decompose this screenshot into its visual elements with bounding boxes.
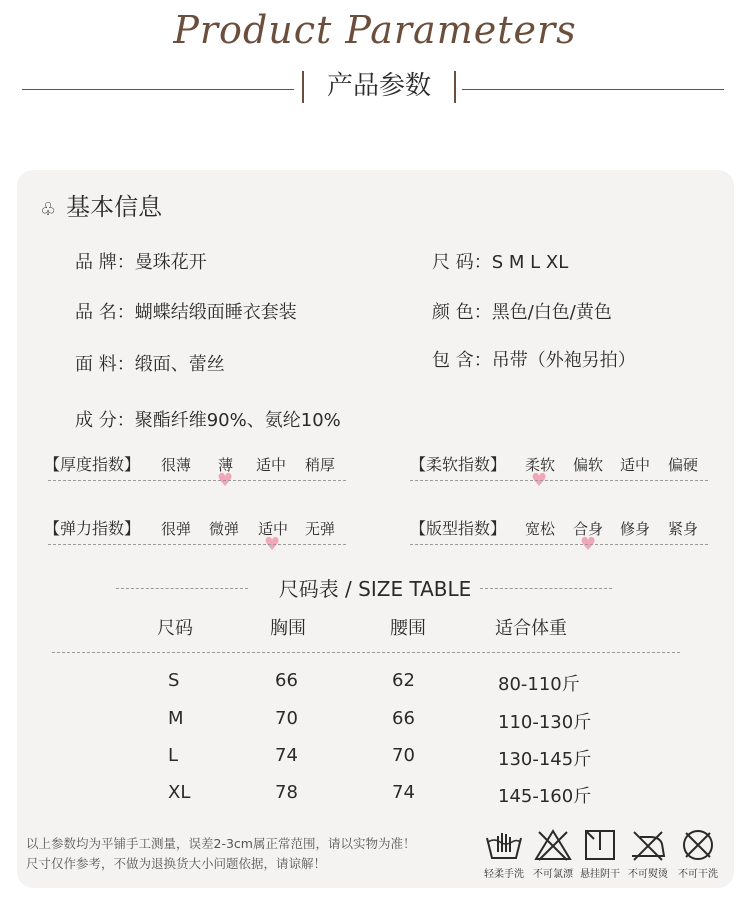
field-brand <box>75 248 207 274</box>
field-color <box>432 298 612 324</box>
index-softness-option: 偏硬 <box>668 456 699 474</box>
index-fit-option: 合身 <box>573 520 604 538</box>
table-cell: 80-110斤 <box>498 674 580 695</box>
index-fit-option: 修身 <box>620 520 651 538</box>
field-size-value: S M L XL <box>491 252 569 273</box>
hang-dry-shade-icon <box>580 828 620 862</box>
table-cell: 66 <box>392 708 415 729</box>
index-fit-label: 【版型指数】 <box>410 519 507 538</box>
field-name-label: 品 名： <box>75 302 135 323</box>
heart-marker-icon: ♥ <box>580 534 597 555</box>
script-title: Product Parameters <box>173 8 577 52</box>
field-brand-value: 曼珠花开 <box>134 252 207 273</box>
index-elasticity-option: 适中 <box>258 520 289 538</box>
table-cell: M <box>168 708 184 729</box>
field-fabric-value: 缎面、蕾丝 <box>134 354 225 375</box>
field-include-value: 吊带（外袍另拍） <box>491 350 636 371</box>
size-table-title: 尺码表 / SIZE TABLE <box>278 577 472 601</box>
field-fabric-label: 面 料： <box>75 354 135 375</box>
heart-marker-icon: ♥ <box>531 470 548 491</box>
field-color-label: 颜 色： <box>432 302 492 323</box>
index-thickness-divider <box>48 480 346 481</box>
table-cell: 74 <box>275 745 298 766</box>
header-rule-right <box>462 89 724 90</box>
basic-info-heading <box>40 187 162 222</box>
clover-icon: ♧ <box>40 199 57 220</box>
field-composition <box>75 406 341 432</box>
size-table-header: 尺码 <box>157 618 193 639</box>
field-brand-label: 品 牌： <box>75 252 135 273</box>
index-fit-option: 宽松 <box>525 520 556 538</box>
size-table-header: 适合体重 <box>495 618 567 639</box>
index-elasticity-option: 很弹 <box>161 520 192 538</box>
care-label: 不可熨烫 <box>628 869 668 880</box>
field-composition-label: 成 分： <box>75 410 135 431</box>
index-softness-option: 柔软 <box>525 456 556 474</box>
index-softness-option: 偏软 <box>573 456 604 474</box>
table-cell: L <box>168 745 179 766</box>
measurement-note: 以上参数均为平铺手工测量，误差2-3cm属正常范围，请以实物为准！ <box>26 836 416 851</box>
index-elasticity-divider <box>48 544 346 545</box>
page-title: 产品参数 <box>300 68 458 104</box>
no-iron-icon <box>628 828 668 862</box>
index-elasticity-label: 【弹力指数】 <box>44 519 141 538</box>
size-table-header: 腰围 <box>390 618 426 639</box>
table-cell: 70 <box>275 708 298 729</box>
care-label: 轻柔手洗 <box>484 869 524 880</box>
table-cell: S <box>168 670 180 691</box>
field-color-value: 黑色/白色/黄色 <box>491 302 612 323</box>
care-label: 悬挂阴干 <box>580 869 620 880</box>
no-bleach-icon <box>533 828 573 862</box>
table-cell: 70 <box>392 745 415 766</box>
index-thickness-option: 很薄 <box>161 456 192 474</box>
basic-info-heading-text: 基本信息 <box>66 193 163 221</box>
field-include-label: 包 含： <box>432 350 492 371</box>
table-cell: XL <box>168 782 191 803</box>
table-cell: 66 <box>275 670 298 691</box>
no-dry-clean-icon <box>678 828 718 862</box>
hand-wash-icon <box>484 828 524 862</box>
care-label: 不可干洗 <box>678 869 718 880</box>
field-name <box>75 298 297 324</box>
table-cell: 78 <box>275 782 298 803</box>
index-thickness-option: 薄 <box>218 456 234 474</box>
heart-marker-icon: ♥ <box>217 470 234 491</box>
table-cell: 110-130斤 <box>498 712 592 733</box>
index-elasticity-option: 无弹 <box>305 520 336 538</box>
table-cell: 145-160斤 <box>498 786 592 807</box>
care-label: 不可氯漂 <box>533 869 573 880</box>
field-fabric <box>75 350 225 376</box>
field-size <box>432 248 568 274</box>
size-table-header: 胸围 <box>270 618 306 639</box>
index-softness-divider <box>410 480 708 481</box>
index-fit-option: 紧身 <box>668 520 699 538</box>
index-thickness-option: 稍厚 <box>305 456 336 474</box>
table-cell: 130-145斤 <box>498 749 592 770</box>
header-rule-left <box>22 89 294 90</box>
reference-note: 尺寸仅作参考，不做为退换货大小问题依据，请谅解！ <box>26 856 327 871</box>
field-size-label: 尺 码： <box>432 252 492 273</box>
field-composition-value: 聚酯纤维90%、氨纶10% <box>134 410 341 431</box>
size-table-divider <box>52 652 680 653</box>
index-softness-option: 适中 <box>620 456 651 474</box>
index-fit-divider <box>410 544 708 545</box>
table-cell: 74 <box>392 782 415 803</box>
table-cell: 62 <box>392 670 415 691</box>
index-elasticity-option: 微弹 <box>209 520 240 538</box>
field-name-value: 蝴蝶结缎面睡衣套装 <box>134 302 297 323</box>
index-thickness-label: 【厚度指数】 <box>44 455 141 474</box>
heart-marker-icon: ♥ <box>264 534 281 555</box>
index-thickness-option: 适中 <box>256 456 287 474</box>
field-include <box>432 346 636 372</box>
index-softness-label: 【柔软指数】 <box>410 455 507 474</box>
